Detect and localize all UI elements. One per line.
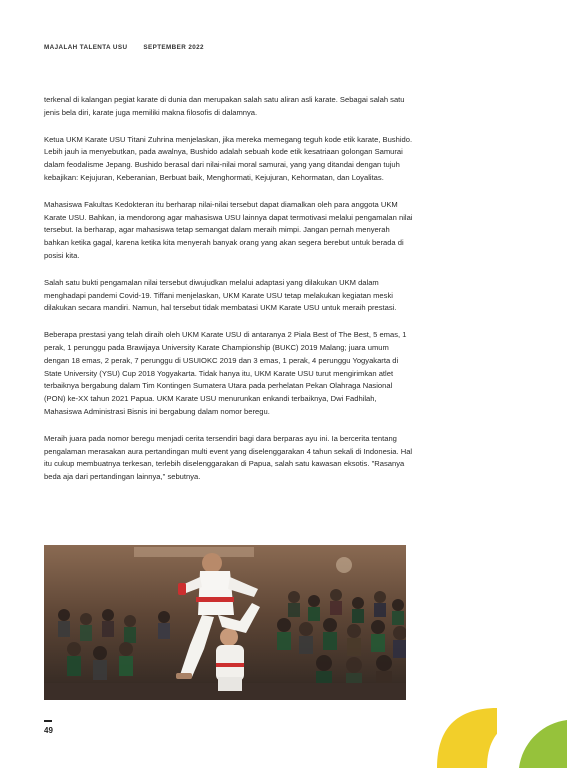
paragraph: Ketua UKM Karate USU Titani Zuhrina menjelaskan, jika mereka memegang teguh kode etik karate, Bushido. Lebih jauh ia menyebutkan, pada awalnya, Bushido adalah sebuah kode etik kesatriaan golongan Samurai dalam feodalisme Jepang. Bushido berasal dari nilai-nilai moral samurai, yang yang ditandai dengan tujuh kebajikan: Kejujuran, Keberanian, Berbuat baik, Menghormati, Kejujuran, Kehormatan, dan Loyalitas. xyxy=(44,134,413,182)
page-number-rule xyxy=(44,720,52,722)
running-header xyxy=(44,44,204,51)
paragraph: Salah satu bukti pengamalan nilai tersebut diwujudkan melalui adaptasi yang dilakukan UKM dalam menghadapi pandemi Covid-19. Tiffani menjelaskan, UKM Karate USU tetap melakukan kegiatan meski dilakukan secara mandiri. Namun, hal tersebut tidak membatasi UKM Karate USU untuk meraih prestasi. xyxy=(44,277,397,313)
paragraph: terkenal di kalangan pegiat karate di dunia dan merupakan salah satu aliran asli karate. Sebagai salah satu jenis bela diri, karate juga memiliki makna filosofis di dalamnya. xyxy=(44,95,405,117)
paragraph: Beberapa prestasi yang telah diraih oleh UKM Karate USU di antaranya 2 Piala Best of The Best, 5 emas, 1 perak, 1 perunggu pada Brawijaya University Karate Championship (BUKC) 2019 Malang; juara umum dengan 18 emas, 2 perak, 7 perunggu di USUIOKC 2019 dan 3 emas, 1 perak, 4 perunggu Yogyakarta di State University (YSU) Cup 2018 Yogyakarta. Tidak hanya itu, UKM Karate USU turut mengirimkan atlet terbaiknya bergabung dalam Tim Kontingen Sumatera Utara pada perhelatan Pekan Olahraga Nasional (PON) ke-XX tahun 2021 Papua. UKM Karate USU menurunkan enkandi terbaiknya, Dwi Fadhilah, Mahasiswa Administrasi Bisnis ini bergabung dalam nomor beregu. xyxy=(44,330,407,416)
karate-match-photo xyxy=(44,545,406,700)
issue-date: SEPTEMBER 2022 xyxy=(143,44,204,51)
paragraph: Mahasiswa Fakultas Kedokteran itu berharap nilai-nilai tersebut dapat diamalkan oleh para anggota UKM Karate USU. Bahkan, ia mendorong agar mahasiswa USU lainnya dapat termotivasi melalui pengamalan nilai tersebut. Ia berharap, agar mahasiswa tetap semangat dalam meraih mimpi. Jangan pernah menyerah bahkan ketika gagal, karena ketika kita menyerah banyak orang yang akan segera berebut untuk berada di posisi kita. xyxy=(44,199,413,260)
magazine-name: MAJALAH TALENTA USU xyxy=(44,44,128,51)
corner-decoration xyxy=(427,698,567,768)
page-number: 49 xyxy=(44,726,53,735)
paragraph: Meraih juara pada nomor beregu menjadi cerita tersendiri bagi dara berparas ayu ini. Ia bercerita tentang pengalaman merasakan aura pertandingan multi event yang diselenggarakan 4 tahun sekali di Indonesia. Hal itu cukup membuatnya terkesan, terlebih diselenggarakan di Papua, salah satu kawasan eksotis. "Rasanya beda aja dari pertandingan lainnya," sebutnya. xyxy=(44,433,413,482)
article-body xyxy=(44,94,414,498)
karate-match-illustration xyxy=(44,545,406,700)
